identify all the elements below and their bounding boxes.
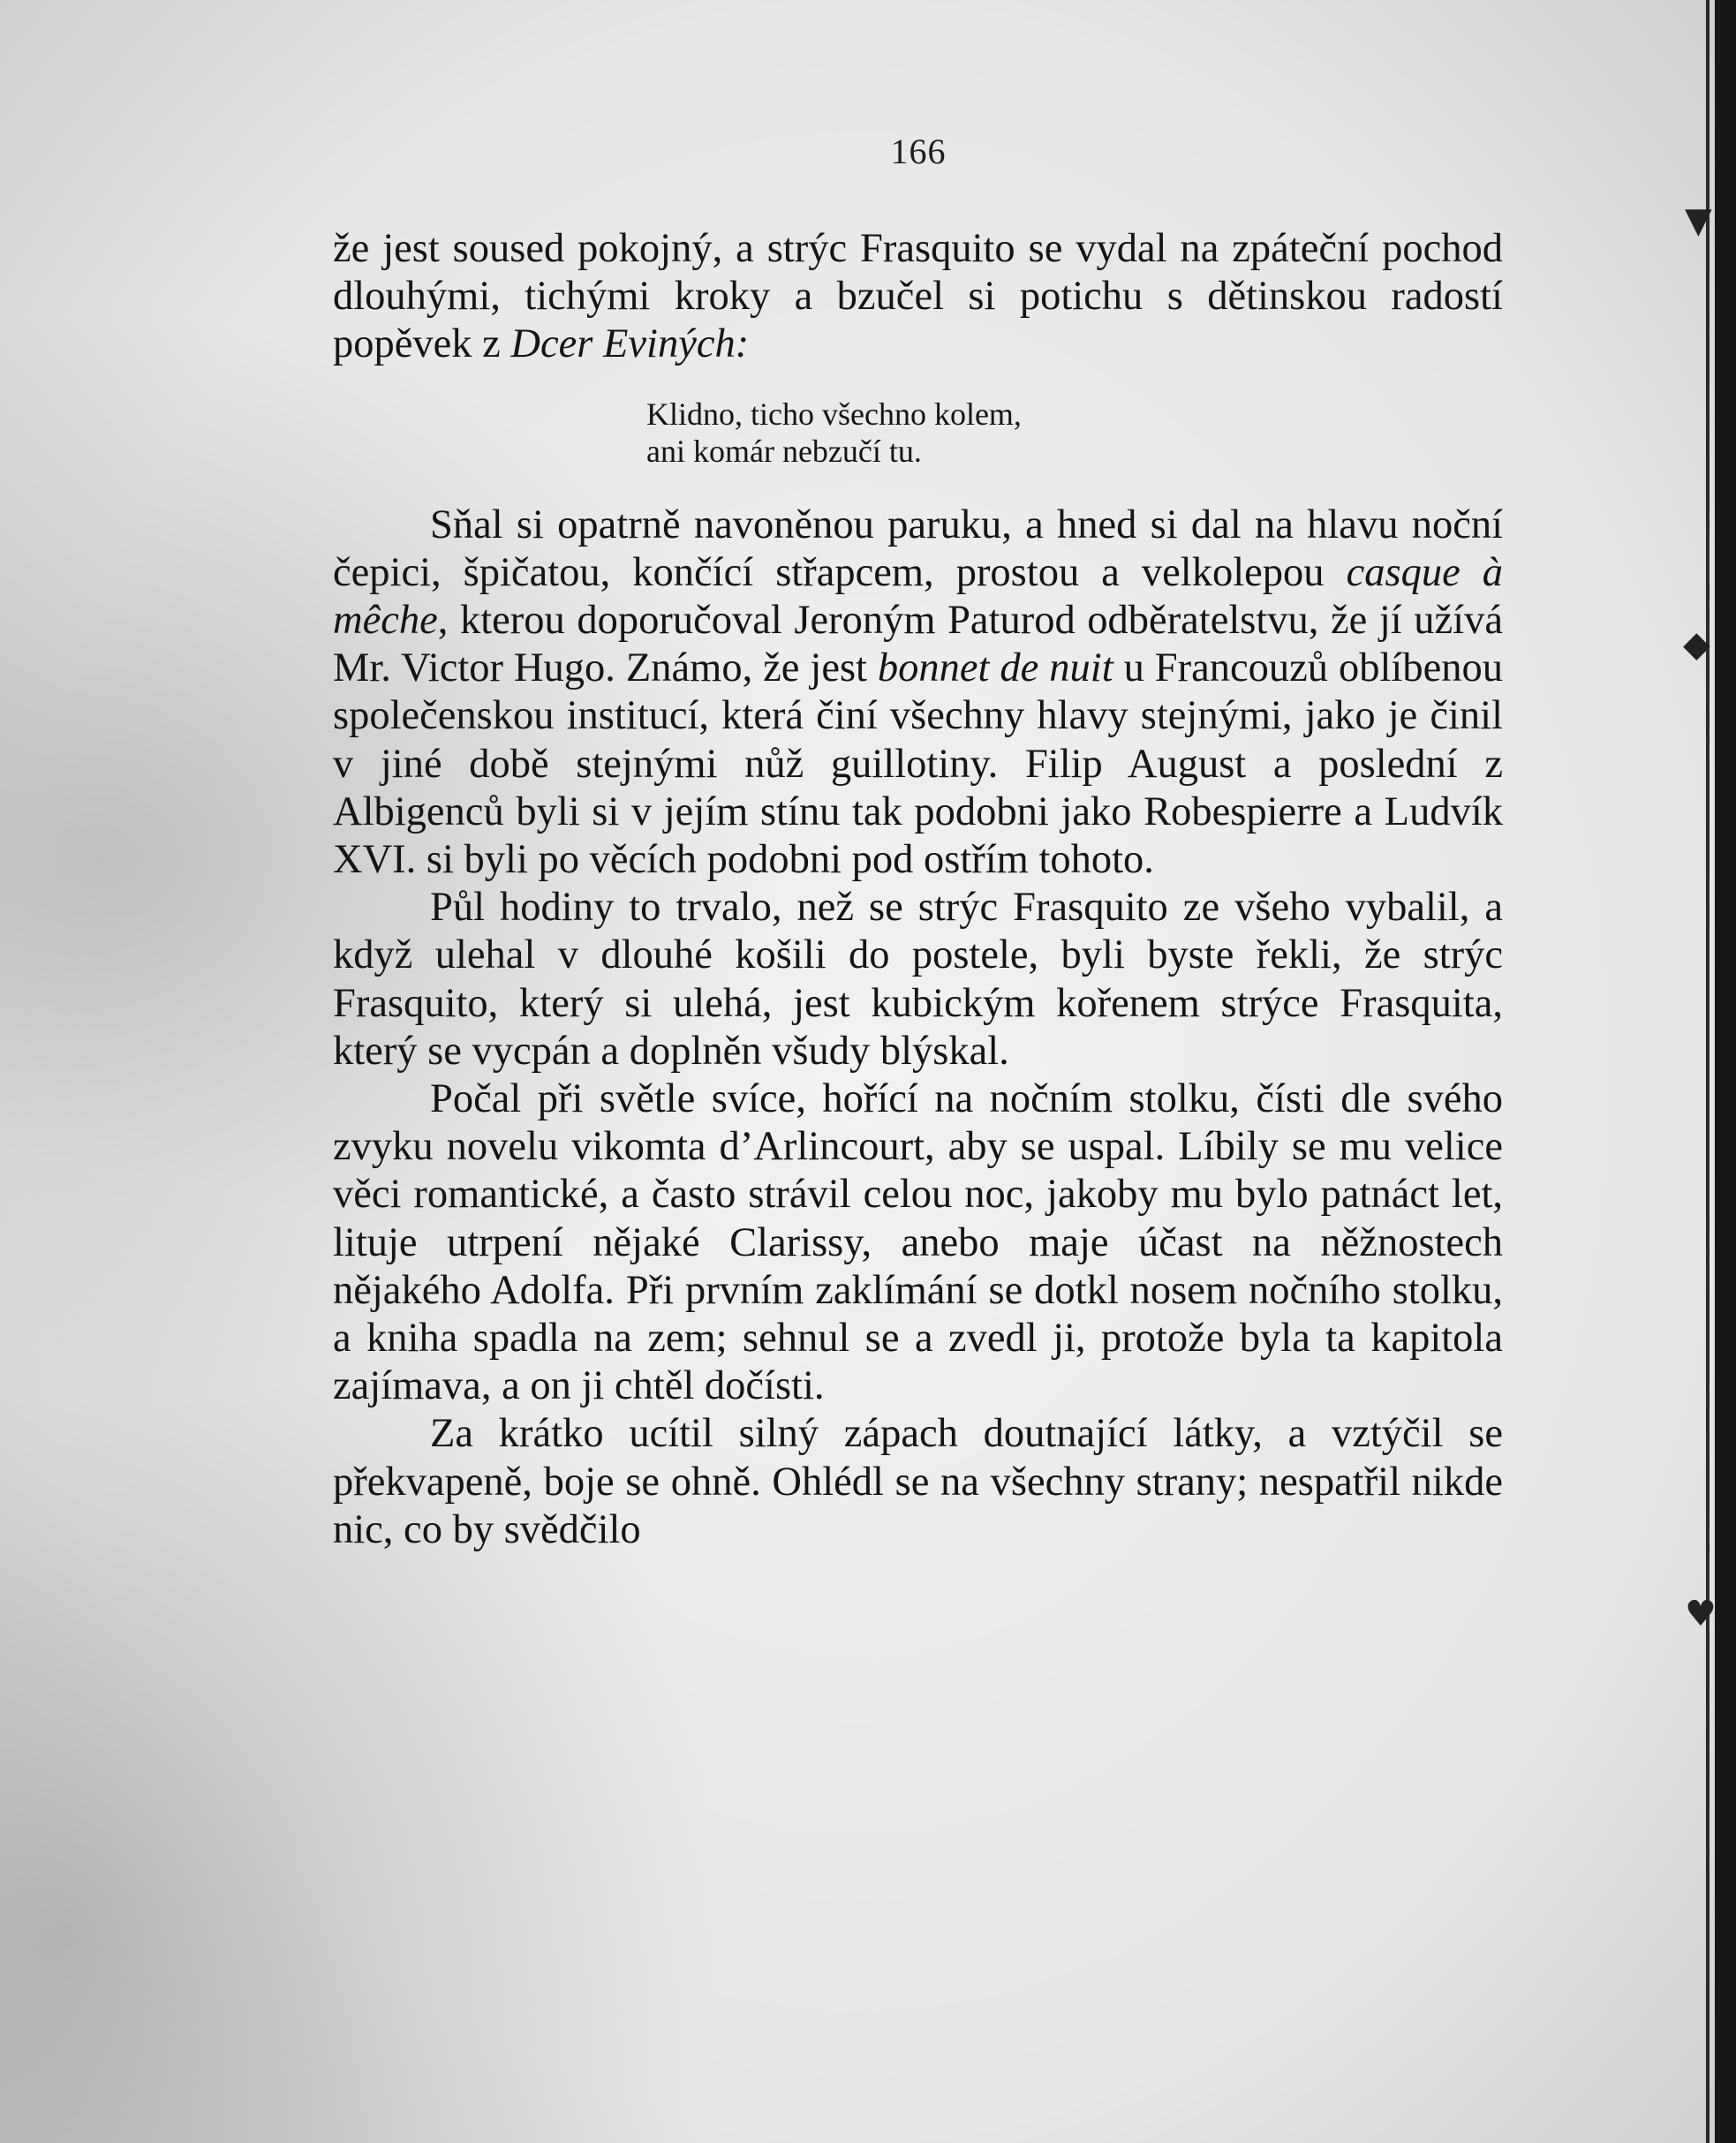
italic-phrase: bonnet de nuit (877, 645, 1113, 691)
paragraph (333, 502, 1503, 885)
margin-diamond-icon: ◆ (1683, 624, 1710, 665)
text-run: Sňal si opatrně navoněnou paruku, a hned si dal na hlavu noční čepici, špičatou, končící střapcem, prostou a velkolepou (333, 502, 1503, 595)
paragraph: Za krátko ucítil silný zápach doutnající látky, a vztýčil se překvapeně, boje se ohně. Ohlédl se na všechny strany; nespatřil nikde nic, co by svědčilo (333, 1411, 1503, 1552)
margin-arrow-icon: ▼ (1685, 200, 1712, 241)
page-edge (1706, 0, 1710, 2143)
text-run: u Francouzů oblíbenou společenskou institucí, která činí všechny hlavy stejnými, jako je činil v jiné době stejnými nůž guillotiny. Filip August a poslední z Albigenců byli si v jejím stínu tak podobni jako Robespierre a Ludvík XVI. si byli po věcích podobni pod ostřím tohoto. (333, 645, 1503, 883)
page-number: 166 (890, 132, 947, 171)
body-text (333, 225, 1503, 1554)
text-run: , kterou doporučoval Jeroným Paturod odběratelstvu, že jí užívá Mr. Victor Hugo. Známo, že jest (333, 598, 1503, 691)
text-line: zpáteční pochod dlouhými, tichými kroky a bzučel si (333, 226, 1503, 320)
paragraph: Půl hodiny to trvalo, než se strýc Frasquito ze všeho vybalil, a když ulehal v dlouhé košili do postele, byli byste řekli, že strýc Frasquito, který si ulehá, jest kubickým kořenem strýce Frasquita, který se vycpán a doplněn všudy blýskal. (333, 885, 1503, 1074)
poem-line: Klidno, ticho všechno kolem, (646, 396, 1022, 432)
paragraph: Počal při světle svíce, hořící na nočním stolku, čísti dle svého zvyku novelu vikomta d’Arlincourt, aby se uspal. Líbily se mu velice věci romantické, a často strávil celou noc, jakoby mu bylo patnáct let, lituje utrpení nějaké Clarissy, anebo maje účast na něžnostech nějakého Adolfa. Při prvním zaklímání se dotkl nosem nočního stolku, a kniha spadla na zem; sehnul se a zvedl ji, protože byla ta kapitola zajímava, a on ji chtěl dočísti. (333, 1076, 1503, 1409)
paragraph-continued (333, 225, 1503, 369)
poem-line: ani komár nebzučí tu. (646, 433, 922, 469)
italic-title: Dcer Eviných: (510, 321, 750, 367)
poem-quote (333, 369, 1503, 502)
text-line: potichu s dětinskou radostí popěvek z (333, 274, 1503, 367)
margin-heart-icon: ♥ (1685, 1594, 1717, 1634)
italic-phrase: casque à mêche (333, 549, 1503, 644)
text-line: že jest soused pokojný, a strýc Frasquito se vydal na (333, 226, 1219, 271)
